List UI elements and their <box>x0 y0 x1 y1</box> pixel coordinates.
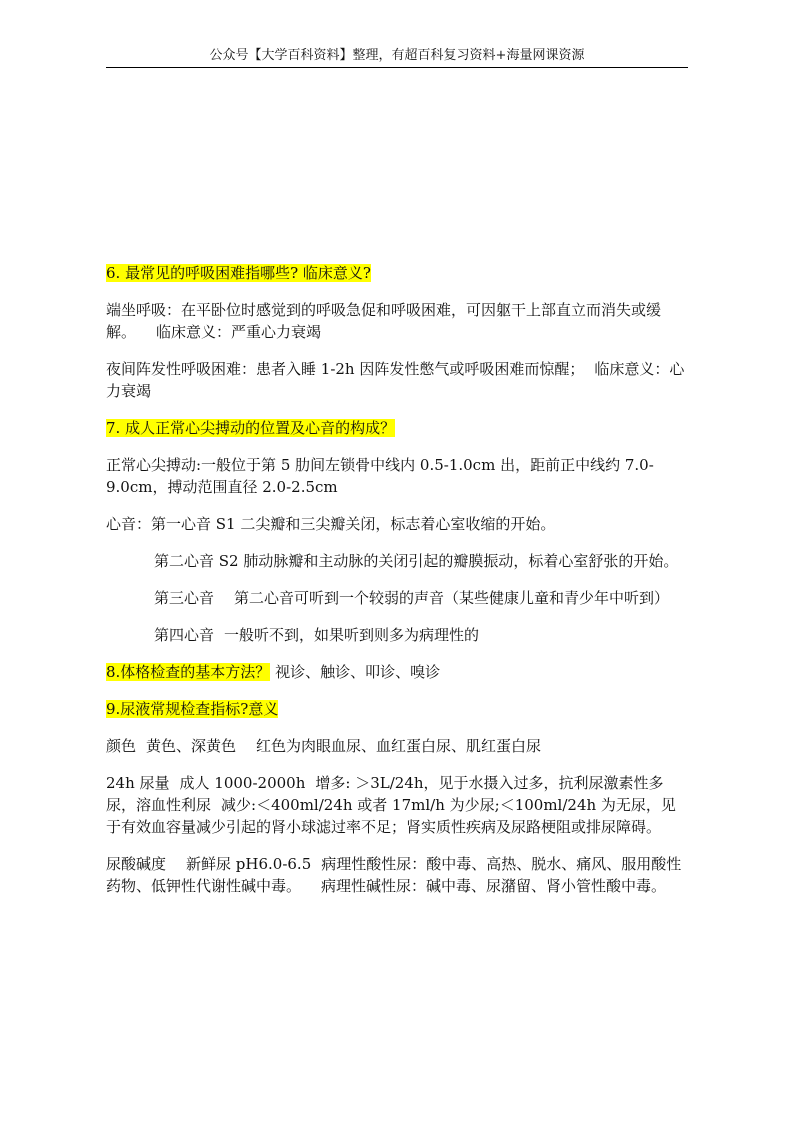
question-6-title: 6. 最常见的呼吸困难指哪些? 临床意义? <box>106 264 371 282</box>
s3-label: 第三心音 <box>154 589 215 607</box>
document-body <box>106 262 688 912</box>
heart-sound-s4 <box>106 624 688 646</box>
s4-label: 第四心音 <box>154 626 215 644</box>
color-normal: 黄色、深黄色 <box>146 737 237 755</box>
question-8-paragraph <box>106 661 688 683</box>
urine-color-paragraph <box>106 735 688 757</box>
orthopnea-text: 端坐呼吸：在平卧位时感觉到的呼吸急促和呼吸困难，可因躯干上部直立而消失或缓解。 <box>106 301 662 341</box>
pnd-paragraph <box>106 358 688 402</box>
question-9-title: 9.尿液常规检查指标?意义 <box>106 700 279 718</box>
volume-increase: 增多: ＞3L/24h，见于水摄入过多，抗利尿激素性多尿，溶血性利尿 <box>106 774 664 814</box>
urine-volume-paragraph <box>106 772 688 838</box>
pnd-text: 夜间阵发性呼吸困难：患者入睡 1-2h 因阵发性憋气或呼吸困难而惊醒； <box>106 360 585 378</box>
s4-text: 一般听不到，如果听到则多为病理性的 <box>224 626 480 644</box>
ph-acidic: 病理性酸性尿：酸中毒、高热、脱水、痛风、服用酸性药物、低钾性代谢性碱中毒。 <box>106 855 682 895</box>
pnd-significance: 临床意义：心力衰竭 <box>106 360 685 400</box>
question-6-heading <box>106 262 688 284</box>
question-8-title: 8.体格检查的基本方法？ <box>106 663 271 681</box>
question-9-heading <box>106 698 688 720</box>
ph-normal: 新鲜尿 pH6.0-6.5 <box>186 855 312 873</box>
urine-ph-paragraph <box>106 853 688 897</box>
heart-sound-s1: 心音：第一心音 S1 二尖瓣和三尖瓣关闭，标志着心室收缩的开始。 <box>106 515 556 533</box>
question-7-heading <box>106 417 688 439</box>
ph-label: 尿酸碱度 <box>106 855 167 873</box>
question-7-title: 7. 成人正常心尖搏动的位置及心音的构成？ <box>106 419 396 437</box>
apex-beat-paragraph: 正常心尖搏动:一般位于第 5 肋间左锁骨中线内 0.5-1.0cm 出，距前正中线约 7.0-9.0cm，搏动范围直径 2.0-2.5cm <box>106 456 654 496</box>
volume-label: 24h 尿量 <box>106 774 170 792</box>
orthopnea-paragraph <box>106 299 688 343</box>
volume-normal: 成人 1000-2000h <box>179 774 306 792</box>
header-divider <box>106 67 688 68</box>
page-header: 公众号【大学百科资料】整理，有超百科复习资料+海量网课资源 <box>209 48 585 63</box>
orthopnea-significance: 临床意义：严重心力衰竭 <box>156 323 322 341</box>
heart-sound-s3 <box>106 587 688 609</box>
s3-text: 第二心音可听到一个较弱的声音（某些健康儿童和青少年中听到） <box>234 589 670 607</box>
question-8-answer: 视诊、触诊、叩诊、嗅诊 <box>270 663 441 681</box>
volume-decrease: 减少:＜400ml/24h 或者 17ml/h 为少尿;＜100ml/24h 为无尿，见于有效血容量减少引起的肾小球滤过率不足；肾实质性疾病及尿路梗阻或排尿障碍。 <box>106 796 676 836</box>
ph-alkaline: 病理性碱性尿：碱中毒、尿潴留、肾小管性酸中毒。 <box>321 877 667 895</box>
color-label: 颜色 <box>106 737 137 755</box>
color-abnormal: 红色为肉眼血尿、血红蛋白尿、肌红蛋白尿 <box>256 737 542 755</box>
heart-sound-s2: 第二心音 S2 肺动脉瓣和主动脉的关闭引起的瓣膜振动，标着心室舒张的开始。 <box>154 552 679 570</box>
